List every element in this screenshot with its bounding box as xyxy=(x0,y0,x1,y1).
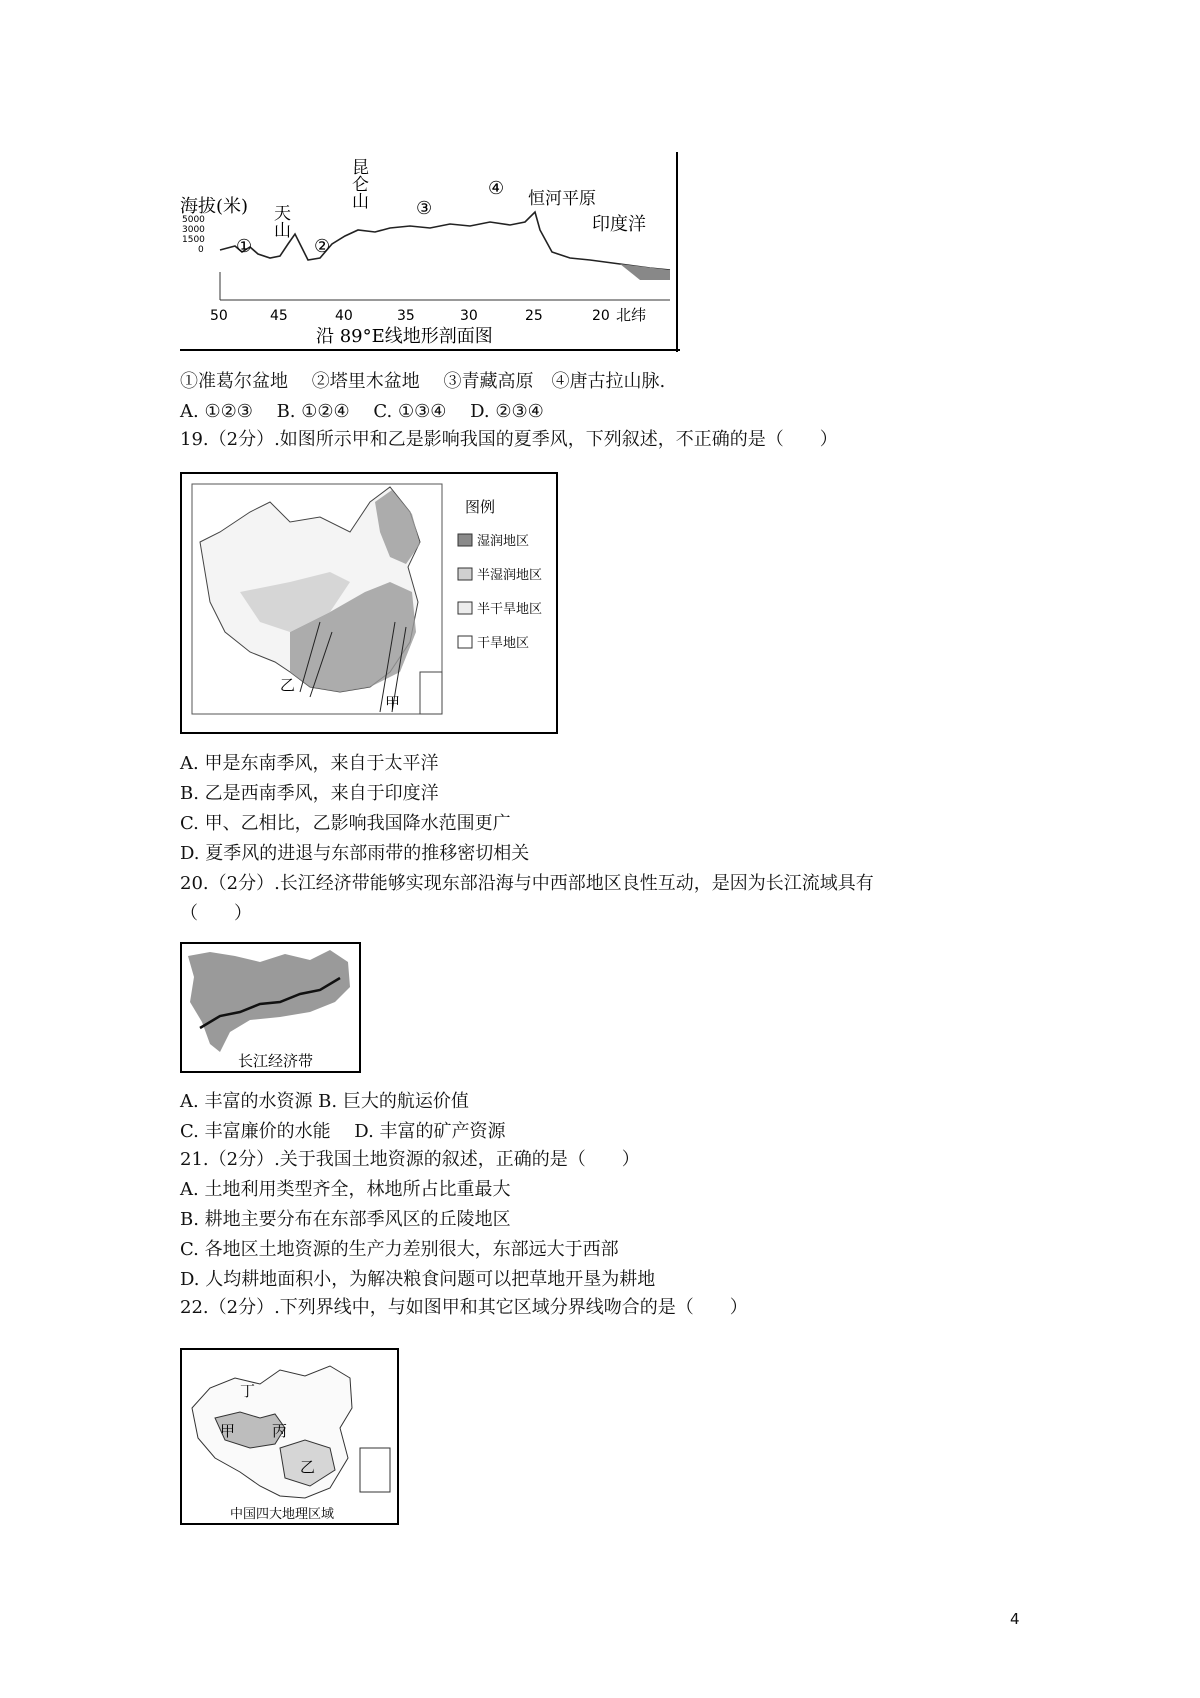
y-axis-label: 海拔(米) xyxy=(180,196,249,217)
legend-humid: 湿润地区 xyxy=(477,534,530,549)
label-ganges-plain: 恒河平原 xyxy=(528,189,596,209)
q19-option-a: A. 甲是东南季风，来自于太平洋 xyxy=(180,753,439,774)
x-tick: 45 xyxy=(270,308,288,324)
region-label-jia: 甲 xyxy=(220,1422,236,1440)
label-indian-ocean: 印度洋 xyxy=(592,214,646,235)
four-regions-map-figure xyxy=(180,1348,400,1526)
x-tick: 20 xyxy=(592,308,610,324)
terrain-profile-figure xyxy=(180,152,680,352)
region-label-yi: 乙 xyxy=(300,1458,316,1476)
x-tick: 30 xyxy=(460,308,478,324)
y-tick: 1500 xyxy=(182,235,205,245)
legend-semi-arid: 半干旱地区 xyxy=(477,602,543,617)
y-tick: 0 xyxy=(198,245,204,255)
monsoon-map-figure xyxy=(180,472,560,736)
region-label-bing: 丙 xyxy=(272,1422,288,1440)
q21-option-d: D. 人均耕地面积小，为解决粮食问题可以把草地开垦为耕地 xyxy=(180,1269,656,1290)
label-kunlunshan: 昆仑山 xyxy=(348,158,368,209)
label-tianshan: 天山 xyxy=(270,204,290,238)
q20-stem-line1: 20.（2分）.长江经济带能够实现东部沿海与中西部地区良性互动，是因为长江流域具有 xyxy=(180,873,874,894)
q20-options-line1: A. 丰富的水资源 B. 巨大的航运价值 xyxy=(180,1091,469,1112)
marker-3: ③ xyxy=(416,198,433,219)
yangtze-belt-figure xyxy=(180,942,362,1074)
map-caption: 长江经济带 xyxy=(238,1052,314,1070)
q19-option-d: D. 夏季风的进退与东部雨带的推移密切相关 xyxy=(180,843,530,864)
q21-option-a: A. 土地利用类型齐全，林地所占比重最大 xyxy=(180,1179,511,1200)
q22-stem: 22.（2分）.下列界线中，与如图甲和其它区域分界线吻合的是（ ） xyxy=(180,1297,748,1318)
map-caption: 中国四大地理区域 xyxy=(230,1507,335,1522)
legend-semi-humid: 半湿润地区 xyxy=(477,568,543,583)
y-tick: 5000 xyxy=(182,215,205,225)
x-tick: 40 xyxy=(335,308,353,324)
legend-title: 图例 xyxy=(465,498,496,516)
q21-stem: 21.（2分）.关于我国土地资源的叙述，正确的是（ ） xyxy=(180,1149,640,1170)
q20-options-line2: C. 丰富廉价的水能 D. 丰富的矿产资源 xyxy=(180,1121,506,1142)
q19-stem: 19.（2分）.如图所示甲和乙是影响我国的夏季风，下列叙述，不正确的是（ ） xyxy=(180,429,838,450)
figure-caption: 沿 89°E线地形剖面图 xyxy=(316,326,493,347)
x-tick: 35 xyxy=(397,308,415,324)
q18-options: A. ①②③ B. ①②④ C. ①③④ D. ②③④ xyxy=(180,401,544,422)
legend-arid: 干旱地区 xyxy=(477,636,530,651)
q20-stem-line2: （ ） xyxy=(180,903,252,924)
q21-option-b: B. 耕地主要分布在东部季风区的丘陵地区 xyxy=(180,1209,511,1230)
x-tick: 25 xyxy=(525,308,543,324)
marker-4: ④ xyxy=(488,178,505,199)
region-label-ding: 丁 xyxy=(240,1382,256,1400)
x-axis-unit: 北纬 xyxy=(616,306,647,324)
q19-option-b: B. 乙是西南季风，来自于印度洋 xyxy=(180,783,439,804)
marker-2: ② xyxy=(314,236,331,257)
y-tick: 3000 xyxy=(182,225,205,235)
x-tick: 50 xyxy=(210,308,228,324)
q19-option-c: C. 甲、乙相比，乙影响我国降水范围更广 xyxy=(180,813,511,834)
marker-1: ① xyxy=(236,236,253,257)
map-label-yi: 乙 xyxy=(280,676,296,694)
q21-option-c: C. 各地区土地资源的生产力差别很大，东部远大于西部 xyxy=(180,1239,619,1260)
q18-items: ①准葛尔盆地 ②塔里木盆地 ③青藏高原 ④唐古拉山脉. xyxy=(180,371,666,392)
map-label-jia: 甲 xyxy=(385,694,401,712)
page-number: 4 xyxy=(1010,1610,1020,1628)
